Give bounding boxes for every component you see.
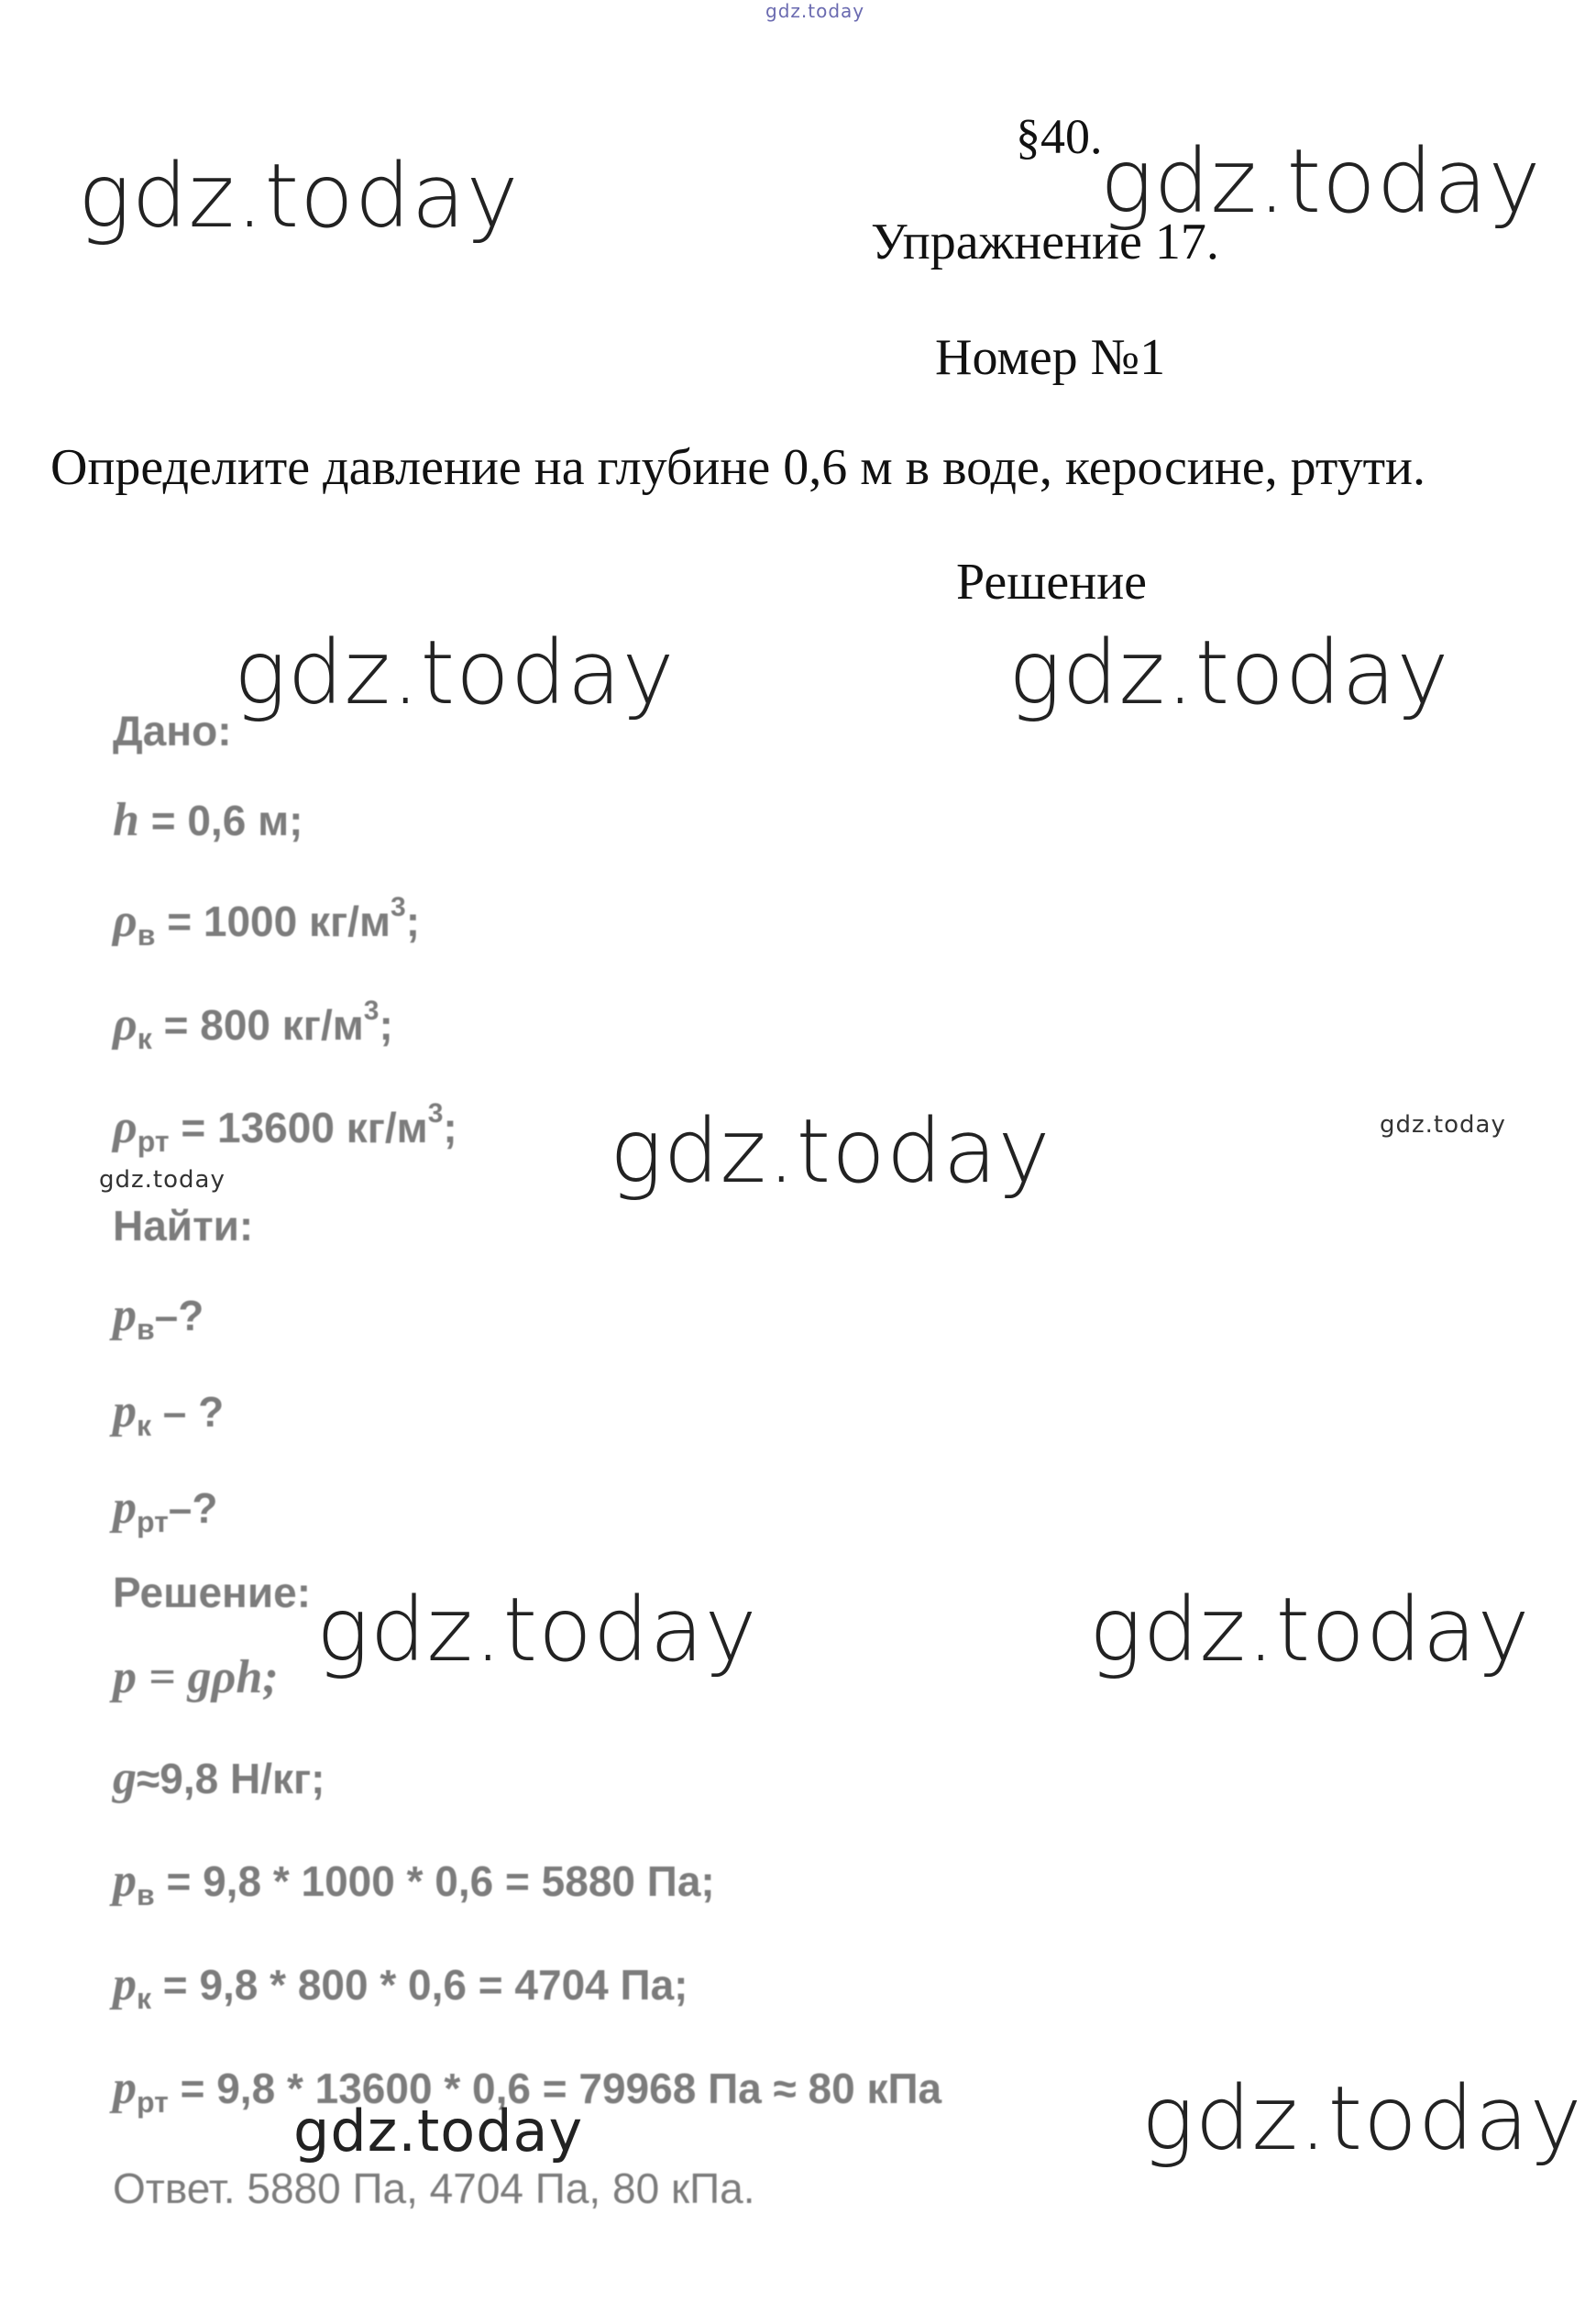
watermark: gdz.today [1089,1579,1531,1681]
watermark: gdz.today [610,1100,1051,1203]
find-kerosene-mark: – ? [151,1388,225,1436]
task-text: Определите давление на глубине 0,6 м в воде, керосине, ртути. [50,439,1426,496]
watermark: gdz.today [765,0,865,22]
p-symbol: p [113,1958,137,2010]
rho-mercury-subscript: рт [137,1125,170,1158]
watermark: gdz.today [1141,2067,1583,2170]
calc-water [113,1854,715,1911]
given-h [113,793,303,847]
watermark: gdz.today [1100,130,1542,233]
rho-kerosene-subscript: к [137,1022,152,1055]
watermark: gdz.today [78,145,520,248]
p-symbol: p [113,1481,137,1534]
cube-superscript: 3 [391,892,406,922]
semicolon: ; [443,1104,457,1151]
rho-mercury-value: = 13600 кг/м [169,1104,428,1151]
given-rho-mercury [113,1098,457,1158]
find-water-mark: –? [154,1292,204,1339]
rho-water-subscript: в [137,919,156,952]
find-mercury-mark: –? [168,1484,218,1532]
watermark: gdz.today [1008,622,1450,724]
cube-superscript: 3 [363,996,380,1026]
formula-text: p = gρh; [113,1651,279,1703]
semicolon: ; [405,898,421,945]
exercise-title: Упражнение 17. [871,214,1219,270]
calc-kerosene [113,1957,688,2015]
calc-mercury-text: = 9,8 * 13600 * 0,6 = 79968 Па ≈ 80 кПа [168,2065,942,2112]
rho-symbol: ρ [113,1101,138,1153]
find-pressure-water [113,1288,204,1346]
cube-superscript: 3 [427,1098,444,1129]
g-value: ≈9,8 Н/кг; [137,1755,325,1802]
solution-heading: Решение [956,554,1148,611]
formula [113,1650,279,1704]
given-rho-water [113,892,421,952]
watermark: gdz.today [1380,1111,1506,1139]
p-mercury-subscript: рт [137,2086,169,2119]
find-label: Найти: [113,1202,254,1250]
watermark: gdz.today [293,2098,584,2164]
paragraph-number: §40. [1016,109,1103,164]
calc-water-text: = 9,8 * 1000 * 0,6 = 5880 Па; [154,1857,715,1905]
p-symbol: p [113,1855,137,1907]
p-water-subscript: в [137,1878,155,1911]
watermark: gdz.today [234,622,676,724]
rho-symbol: ρ [113,998,138,1051]
problem-number: Номер №1 [935,329,1166,386]
rho-symbol: ρ [113,895,138,947]
find-pressure-mercury [113,1481,218,1538]
p-kerosene-subscript: к [137,1409,152,1442]
p-symbol: p [113,2062,137,2114]
g-symbol: g [113,1752,137,1804]
watermark: gdz.today [99,1166,226,1194]
h-value: = 0,6 м; [138,797,303,844]
h-symbol: h [113,794,139,846]
p-symbol: p [113,1385,137,1437]
given-label: Дано: [113,707,232,754]
p-mercury-subscript: рт [137,1505,169,1538]
answer: Ответ. 5880 Па, 4704 Па, 80 кПа. [113,2164,755,2212]
calc-kerosene-text: = 9,8 * 800 * 0,6 = 4704 Па; [151,1961,688,2009]
solution-label: Решение: [113,1569,312,1616]
find-pressure-kerosene [113,1384,225,1442]
semicolon: ; [379,1001,393,1049]
gravity-value [113,1751,325,1805]
given-rho-kerosene [113,996,393,1055]
p-water-subscript: в [137,1313,155,1346]
rho-kerosene-value: = 800 кг/м [151,1001,364,1049]
rho-water-value: = 1000 кг/м [155,898,391,945]
p-symbol: p [113,1289,137,1341]
p-kerosene-subscript: к [137,1982,152,2015]
watermark: gdz.today [316,1579,758,1681]
